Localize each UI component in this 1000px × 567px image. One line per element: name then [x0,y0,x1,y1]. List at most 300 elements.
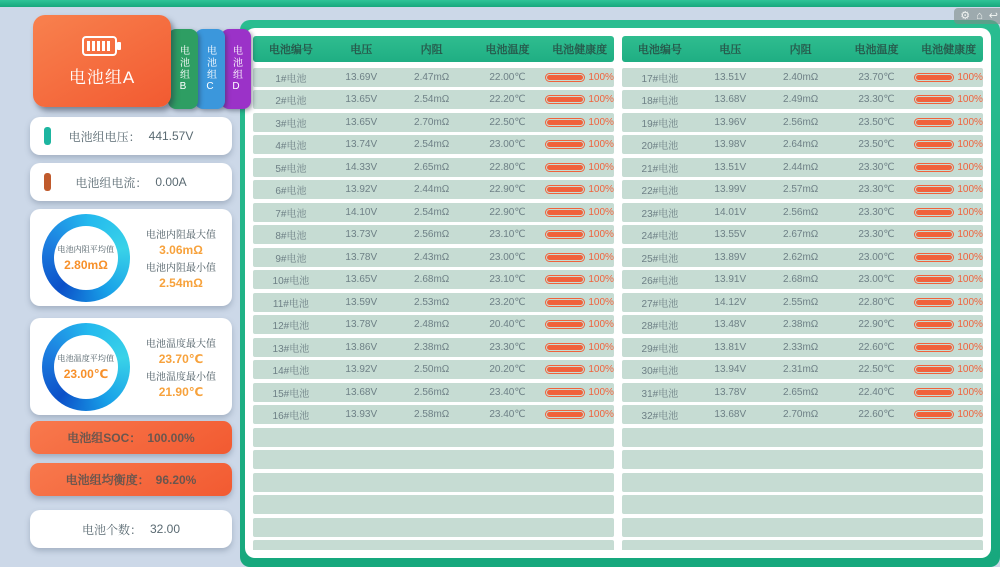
table-row [622,248,983,267]
health-bar [914,163,954,172]
health-bar-fill [916,75,952,80]
battery-id-cell: 21#电池 [641,163,679,175]
voltage-cell: 13.78V [345,251,378,263]
group-current-value: 0.00A [155,175,187,189]
empty-table-row [622,473,983,492]
voltage-cell: 13.92V [345,184,378,195]
table-row [622,225,983,244]
health-bar [914,388,954,397]
soc-value: 100.00% [147,430,195,445]
voltage-cell: 13.98V [714,139,747,150]
temperature-cell: 22.40℃ [858,386,895,398]
column-header: 电池健康度 [921,44,977,56]
table-row [253,68,614,87]
resistance-avg-value: 2.80mΩ [64,258,108,272]
health-percent-label: 100% [588,274,614,285]
health-cell [545,184,614,195]
health-percent-label: 100% [588,139,614,150]
table-row [253,315,614,334]
temperature-cell: 22.50℃ [858,364,895,375]
balance-value: 96.20% [155,472,197,487]
temperature-cell: 23.10℃ [489,274,526,285]
resistance-cell: 2.56mΩ [783,206,819,218]
battery-id-cell: 1#电池 [275,73,307,85]
resistance-cell: 2.43mΩ [414,251,450,263]
table-row [253,180,614,199]
column-header: 电池编号 [268,44,313,56]
health-bar-fill [916,255,952,260]
health-percent-label: 100% [957,409,983,420]
health-cell [545,297,614,308]
column-header: 电池健康度 [552,44,608,56]
voltage-cell: 13.86V [345,341,378,353]
health-bar [545,298,585,307]
health-percent-label: 100% [588,386,614,398]
health-bar [914,185,954,194]
empty-table-row [253,540,614,550]
battery-id-cell: 2#电池 [275,96,307,107]
health-percent-label: 100% [957,94,983,105]
tab-battery-group-c[interactable]: 电池组C [195,29,225,109]
sidebar [0,7,240,567]
health-cell [914,297,983,308]
health-percent-label: 100% [957,116,983,128]
health-bar [914,343,954,352]
resistance-cell: 2.56mΩ [414,386,450,398]
health-cell [914,229,983,240]
temperature-cell: 23.00℃ [489,251,526,263]
health-percent-label: 100% [957,296,983,308]
health-bar [545,388,585,397]
empty-table-row [622,428,983,447]
battery-id-cell: 13#电池 [272,343,310,355]
table-row [622,135,983,154]
voltage-cell: 13.78V [345,319,378,330]
resistance-cell: 2.65mΩ [414,161,450,173]
health-cell [914,387,983,398]
empty-table-row [253,495,614,514]
health-bar [545,208,585,217]
table-row [622,270,983,289]
temperature-max-value: 23.70℃ [158,351,204,366]
table-row [622,113,983,132]
health-bar [545,163,585,172]
health-bar-fill [547,390,583,395]
resistance-cell: 2.38mΩ [783,319,819,330]
temperature-cell: 23.30℃ [858,229,895,240]
empty-table-row [253,473,614,492]
health-bar [545,118,585,127]
battery-table-right [622,36,983,550]
battery-count-card [30,510,232,548]
health-cell [914,207,983,218]
health-bar-fill [547,142,583,147]
battery-id-cell: 3#电池 [275,118,307,130]
voltage-cell: 14.33V [345,161,378,173]
health-bar-fill [916,165,952,170]
temperature-cell: 22.60℃ [858,409,895,420]
battery-id-cell: 26#电池 [641,276,679,287]
resistance-cell: 2.44mΩ [414,184,450,195]
battery-id-cell: 19#电池 [641,118,679,130]
battery-id-cell: 31#电池 [641,388,679,400]
health-percent-label: 100% [957,229,983,240]
health-bar-fill [916,277,952,282]
resistance-cell: 2.50mΩ [414,364,450,375]
column-header: 内阻 [789,44,812,56]
window-toolbar [954,8,1000,24]
resistance-max-label: 电池内阻最大值 [146,229,216,241]
health-bar-fill [547,187,583,192]
battery-id-cell: 10#电池 [272,276,310,287]
health-bar-fill [916,187,952,192]
health-percent-label: 100% [588,184,614,195]
battery-id-cell: 11#电池 [272,298,309,310]
health-cell [545,94,614,105]
undo-icon[interactable]: ↩ [988,10,998,22]
health-percent-label: 100% [588,409,614,420]
health-percent-label: 100% [588,229,614,240]
health-bar [545,140,585,149]
health-percent-label: 100% [957,206,983,218]
battery-id-cell: 23#电池 [641,208,679,220]
voltage-cell: 13.78V [714,386,747,398]
battery-id-cell: 7#电池 [275,208,307,220]
health-bar [545,73,585,82]
resistance-cell: 2.70mΩ [783,409,819,420]
battery-id-cell: 29#电池 [641,343,679,355]
health-cell [545,274,614,285]
battery-id-cell: 14#电池 [272,366,310,377]
battery-id-cell: 4#电池 [275,141,307,152]
temperature-cell: 23.30℃ [858,161,895,173]
resistance-cell: 2.64mΩ [783,139,819,150]
home-icon[interactable]: ⌂ [976,10,983,22]
table-header-row [253,36,614,62]
health-bar [545,320,585,329]
table-row [253,158,614,177]
health-bar [914,320,954,329]
health-bar-fill [916,142,952,147]
battery-id-cell: 12#电池 [272,321,310,332]
health-cell [914,162,983,173]
resistance-cell: 2.55mΩ [783,296,819,308]
health-bar [545,410,585,419]
table-row [622,315,983,334]
empty-table-row [253,450,614,469]
temperature-gauge-ring [42,323,130,411]
resistance-cell: 2.33mΩ [783,341,819,353]
resistance-cell: 2.56mΩ [783,116,819,128]
health-bar [914,298,954,307]
health-bar [545,253,585,262]
health-bar-fill [547,210,583,215]
battery-id-cell: 24#电池 [641,231,679,242]
tables-panel [245,28,991,558]
health-percent-label: 100% [588,116,614,128]
health-cell [545,139,614,150]
temperature-cell: 23.30℃ [489,341,526,353]
column-header: 电压 [350,44,373,56]
health-bar-fill [547,75,583,80]
voltage-cell: 13.89V [714,251,747,263]
battery-id-cell: 9#电池 [275,253,307,265]
resistance-cell: 2.68mΩ [414,274,450,285]
health-bar-fill [547,322,583,327]
health-bar-fill [916,322,952,327]
voltage-cell: 13.65V [345,94,378,105]
temperature-max-label: 电池温度最大值 [146,338,216,350]
temperature-gauge-card [30,318,232,415]
temperature-cell: 23.30℃ [858,206,895,218]
voltage-cell: 13.73V [345,229,378,240]
temperature-cell: 22.90℃ [489,206,526,218]
battery-id-cell: 8#电池 [275,231,307,242]
health-bar-fill [547,120,583,125]
voltage-cell: 13.68V [714,94,747,105]
health-bar [545,95,585,104]
resistance-cell: 2.44mΩ [783,161,819,173]
health-cell [545,162,614,173]
battery-id-cell: 25#电池 [641,253,679,265]
resistance-cell: 2.40mΩ [783,71,819,83]
health-bar-fill [916,345,952,350]
resistance-max-value: 3.06mΩ [159,242,203,257]
temperature-cell: 23.30℃ [858,94,895,105]
table-row [253,383,614,402]
health-bar-fill [547,412,583,417]
health-percent-label: 100% [588,319,614,330]
battery-id-cell: 32#电池 [641,411,679,422]
voltage-cell: 13.93V [345,409,378,420]
resistance-cell: 2.58mΩ [414,409,450,420]
table-row [622,338,983,357]
temperature-avg-label: 电池温度平均值 [57,353,115,363]
temperature-cell: 22.60℃ [858,341,895,353]
resistance-cell: 2.54mΩ [414,139,450,150]
tab-battery-group-a[interactable] [33,15,171,107]
resistance-cell: 2.70mΩ [414,116,450,128]
resistance-cell: 2.48mΩ [414,319,450,330]
group-voltage-card [30,117,232,155]
health-percent-label: 100% [957,386,983,398]
battery-id-cell: 6#电池 [275,186,307,197]
column-header: 电压 [719,44,742,56]
empty-table-row [622,450,983,469]
health-percent-label: 100% [588,71,614,83]
health-cell [545,72,614,83]
health-cell [914,139,983,150]
voltage-cell: 13.68V [714,409,747,420]
resistance-min-label: 电池内阻最小值 [146,262,216,274]
health-percent-label: 100% [957,341,983,353]
health-bar [914,208,954,217]
voltage-cell: 13.69V [345,71,378,83]
temperature-cell: 23.00℃ [489,139,526,150]
voltage-cell: 13.81V [714,341,747,353]
voltage-cell: 13.55V [714,229,747,240]
column-header: 电池温度 [854,44,899,56]
battery-count-value: 32.00 [149,522,181,536]
temperature-cell: 22.90℃ [858,319,895,330]
resistance-cell: 2.68mΩ [783,274,819,285]
health-percent-label: 100% [957,161,983,173]
battery-count-label: 电池个数： [81,522,142,537]
column-header: 内阻 [420,44,443,56]
voltage-cell: 13.99V [714,184,747,195]
battery-id-cell: 15#电池 [272,388,310,400]
health-bar-fill [916,390,952,395]
empty-table-row [622,540,983,550]
battery-id-cell: 5#电池 [275,163,307,175]
table-row [622,68,983,87]
table-row [622,293,983,312]
table-row [253,225,614,244]
resistance-cell: 2.53mΩ [414,296,450,308]
temperature-cell: 23.70℃ [858,71,895,83]
health-bar [914,230,954,239]
table-row [253,90,614,109]
table-row [253,270,614,289]
voltage-cell: 13.59V [345,296,378,308]
health-bar-fill [916,232,952,237]
empty-table-row [622,518,983,537]
temperature-cell: 22.90℃ [489,184,526,195]
top-accent-strip [0,0,1000,7]
health-cell [914,342,983,353]
group-voltage-label: 电池组电压： [68,129,141,144]
resistance-min-value: 2.54mΩ [159,275,203,290]
resistance-gauge-card [30,209,232,306]
empty-table-row [622,495,983,514]
voltage-bar-icon [44,127,51,145]
resistance-avg-label: 电池内阻平均值 [57,244,115,254]
health-bar-fill [916,120,952,125]
resistance-cell: 2.31mΩ [783,364,819,375]
temperature-min-label: 电池温度最小值 [146,371,216,383]
health-bar-fill [547,367,583,372]
battery-id-cell: 27#电池 [641,298,679,310]
health-percent-label: 100% [588,206,614,218]
table-row [253,248,614,267]
health-bar-fill [916,210,952,215]
tab-battery-group-b[interactable]: 电池组B [168,29,198,109]
battery-id-cell: 18#电池 [641,96,679,107]
voltage-cell: 13.74V [345,139,378,150]
temperature-avg-value: 23.00℃ [63,367,109,381]
table-row [253,360,614,379]
resistance-cell: 2.54mΩ [414,94,450,105]
health-percent-label: 100% [588,251,614,263]
temperature-cell: 22.80℃ [489,161,526,173]
health-bar [914,253,954,262]
battery-group-stack [0,7,240,117]
voltage-cell: 13.51V [714,71,747,83]
resistance-cell: 2.47mΩ [414,71,450,83]
voltage-cell: 13.48V [714,319,747,330]
current-bar-icon [44,173,51,191]
voltage-cell: 13.65V [345,116,378,128]
voltage-cell: 13.91V [714,274,747,285]
table-row [622,180,983,199]
column-header: 电池编号 [637,44,682,56]
health-percent-label: 100% [957,251,983,263]
voltage-cell: 13.51V [714,161,747,173]
health-bar-fill [547,165,583,170]
temperature-cell: 23.00℃ [858,251,895,263]
health-cell [545,229,614,240]
health-cell [914,364,983,375]
health-percent-label: 100% [588,296,614,308]
health-bar [914,95,954,104]
battery-id-cell: 20#电池 [641,141,679,152]
table-row [253,203,614,222]
table-row [253,113,614,132]
health-cell [914,184,983,195]
health-cell [545,409,614,420]
temperature-cell: 22.20℃ [489,94,526,105]
health-cell [914,72,983,83]
health-cell [545,364,614,375]
health-bar [914,140,954,149]
column-header: 电池温度 [485,44,530,56]
health-bar [914,73,954,82]
resistance-cell: 2.67mΩ [783,229,819,240]
health-percent-label: 100% [957,139,983,150]
table-row [622,383,983,402]
health-percent-label: 100% [957,319,983,330]
resistance-cell: 2.49mΩ [783,94,819,105]
group-current-card [30,163,232,201]
voltage-cell: 13.68V [345,386,378,398]
health-bar-fill [916,97,952,102]
health-cell [545,342,614,353]
table-row [622,405,983,424]
battery-id-cell: 17#电池 [641,73,679,85]
temperature-cell: 20.20℃ [489,364,526,375]
health-percent-label: 100% [588,341,614,353]
voltage-cell: 13.94V [714,364,747,375]
health-bar-fill [916,412,952,417]
temperature-cell: 20.40℃ [489,319,526,330]
temperature-cell: 23.00℃ [858,274,895,285]
health-cell [914,319,983,330]
group-current-label: 电池组电流： [75,175,148,190]
temperature-cell: 23.10℃ [489,229,526,240]
voltage-cell: 14.10V [345,206,378,218]
health-percent-label: 100% [588,94,614,105]
gear-icon[interactable]: ⚙ [960,10,971,22]
health-bar-fill [547,345,583,350]
health-cell [545,252,614,263]
tab-battery-group-d[interactable]: 电池组D [221,29,251,109]
battery-id-cell: 28#电池 [641,321,679,332]
battery-id-cell: 22#电池 [641,186,679,197]
table-row [253,293,614,312]
health-bar [914,365,954,374]
temperature-cell: 22.00℃ [489,71,526,83]
resistance-cell: 2.65mΩ [783,386,819,398]
health-cell [545,387,614,398]
voltage-cell: 14.12V [714,296,747,308]
temperature-cell: 23.40℃ [489,409,526,420]
battery-icon [82,35,122,57]
balance-button[interactable] [30,463,232,496]
temperature-cell: 23.50℃ [858,116,895,128]
health-cell [914,409,983,420]
health-bar [914,118,954,127]
soc-button[interactable] [30,421,232,454]
